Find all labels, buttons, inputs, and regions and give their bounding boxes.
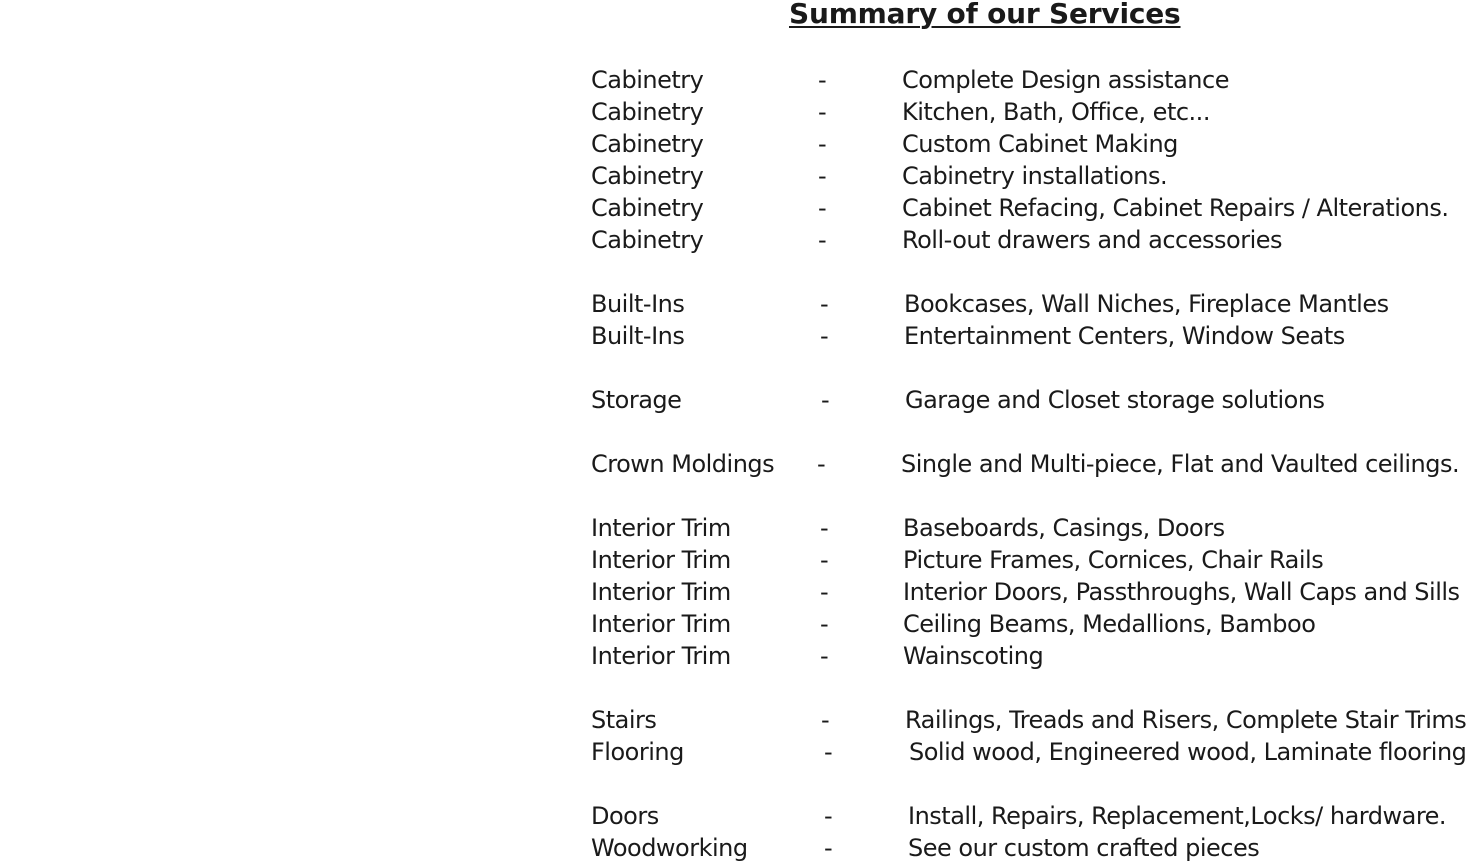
- service-description: Garage and Closet storage solutions: [905, 386, 1325, 414]
- service-description: Railings, Treads and Risers, Complete Stair Trims: [905, 706, 1467, 734]
- separator-dash: -: [820, 322, 829, 350]
- service-category: Cabinetry: [591, 66, 704, 94]
- service-category: Built-Ins: [591, 290, 685, 318]
- service-row: [591, 608, 1475, 640]
- service-category: Cabinetry: [591, 130, 704, 158]
- separator-dash: -: [820, 610, 829, 638]
- group-spacer: [591, 416, 1475, 448]
- separator-dash: -: [818, 98, 827, 126]
- separator-dash: -: [821, 706, 830, 734]
- service-row: [591, 64, 1475, 96]
- service-row: [591, 320, 1475, 352]
- service-row: [591, 832, 1475, 864]
- service-category: Interior Trim: [591, 642, 731, 670]
- service-row: [591, 704, 1475, 736]
- separator-dash: -: [818, 226, 827, 254]
- service-row: [591, 96, 1475, 128]
- service-category: Cabinetry: [591, 194, 704, 222]
- service-row: [591, 288, 1475, 320]
- separator-dash: -: [820, 578, 829, 606]
- service-description: Single and Multi-piece, Flat and Vaulted ceilings.: [901, 450, 1460, 478]
- service-description: Kitchen, Bath, Office, etc...: [902, 98, 1210, 126]
- separator-dash: -: [824, 802, 833, 830]
- group-spacer: [591, 768, 1475, 800]
- service-description: See our custom crafted pieces: [908, 834, 1260, 862]
- separator-dash: -: [818, 130, 827, 158]
- separator-dash: -: [820, 546, 829, 574]
- service-description: Picture Frames, Cornices, Chair Rails: [903, 546, 1324, 574]
- service-description: Entertainment Centers, Window Seats: [904, 322, 1345, 350]
- service-description: Install, Repairs, Replacement,Locks/ hardware.: [908, 802, 1447, 830]
- service-row: [591, 544, 1475, 576]
- group-spacer: [591, 672, 1475, 704]
- separator-dash: -: [818, 162, 827, 190]
- services-list: [591, 64, 1475, 864]
- service-category: Storage: [591, 386, 682, 414]
- service-row: [591, 160, 1475, 192]
- service-description: Baseboards, Casings, Doors: [903, 514, 1225, 542]
- service-description: Bookcases, Wall Niches, Fireplace Mantles: [904, 290, 1389, 318]
- service-description: Ceiling Beams, Medallions, Bamboo: [903, 610, 1316, 638]
- service-description: Interior Doors, Passthroughs, Wall Caps and Sills: [903, 578, 1460, 606]
- separator-dash: -: [817, 450, 826, 478]
- separator-dash: -: [820, 514, 829, 542]
- service-category: Doors: [591, 802, 659, 830]
- service-category: Cabinetry: [591, 98, 704, 126]
- service-row: [591, 512, 1475, 544]
- service-row: [591, 384, 1475, 416]
- service-category: Cabinetry: [591, 162, 704, 190]
- service-row: [591, 448, 1475, 480]
- service-description: Roll-out drawers and accessories: [902, 226, 1282, 254]
- service-category: Interior Trim: [591, 514, 731, 542]
- service-category: Built-Ins: [591, 322, 685, 350]
- group-spacer: [591, 352, 1475, 384]
- service-description: Complete Design assistance: [902, 66, 1229, 94]
- service-category: Woodworking: [591, 834, 748, 862]
- separator-dash: -: [820, 290, 829, 318]
- service-description: Cabinet Refacing, Cabinet Repairs / Alterations.: [902, 194, 1449, 222]
- service-row: [591, 800, 1475, 832]
- service-row: [591, 576, 1475, 608]
- service-description: Custom Cabinet Making: [902, 130, 1178, 158]
- service-category: Interior Trim: [591, 546, 731, 574]
- service-category: Crown Moldings: [591, 450, 775, 478]
- service-category: Interior Trim: [591, 610, 731, 638]
- separator-dash: -: [824, 834, 833, 862]
- service-category: Interior Trim: [591, 578, 731, 606]
- service-category: Flooring: [591, 738, 684, 766]
- service-category: Cabinetry: [591, 226, 704, 254]
- group-spacer: [591, 256, 1475, 288]
- separator-dash: -: [821, 386, 830, 414]
- separator-dash: -: [818, 66, 827, 94]
- service-row: [591, 192, 1475, 224]
- group-spacer: [591, 480, 1475, 512]
- service-row: [591, 128, 1475, 160]
- page-title: Summary of our Services: [789, 0, 1181, 30]
- service-row: [591, 640, 1475, 672]
- service-row: [591, 224, 1475, 256]
- separator-dash: -: [824, 738, 833, 766]
- separator-dash: -: [818, 194, 827, 222]
- service-description: Solid wood, Engineered wood, Laminate flooring: [909, 738, 1467, 766]
- service-row: [591, 736, 1475, 768]
- service-category: Stairs: [591, 706, 657, 734]
- separator-dash: -: [820, 642, 829, 670]
- service-description: Wainscoting: [903, 642, 1044, 670]
- service-description: Cabinetry installations.: [902, 162, 1168, 190]
